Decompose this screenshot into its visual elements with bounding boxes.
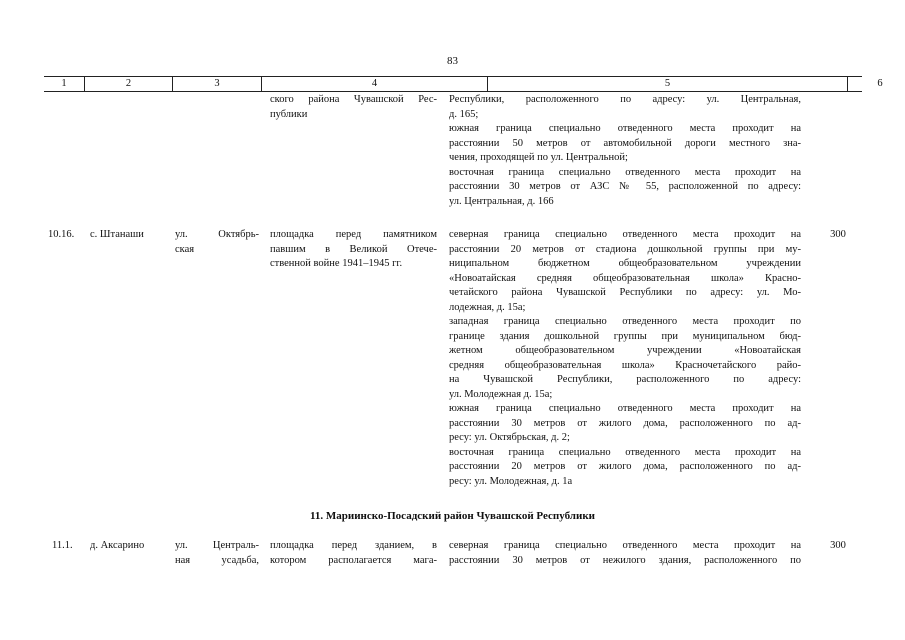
text-line: котором располагается мага- (270, 554, 437, 566)
text-line: ресу: ул. Молодежная, д. 1а (449, 475, 573, 487)
header-col-2: 2 (85, 77, 173, 91)
text-line: ул. Централь- (175, 540, 259, 551)
text-line: границе здания дошкольной группы при муниципальном бюд- (449, 330, 801, 342)
header-col-1: 1 (44, 77, 85, 91)
text-line: ул. Молодежная д. 15а; (449, 388, 553, 400)
text-line: расстоянии 20 метров от жилого дома, расположенного по ад- (449, 461, 801, 472)
continuation-col5 (449, 93, 801, 209)
continuation-col4 (270, 93, 437, 122)
text-line: восточная граница специально отведенного места проходит на (449, 166, 801, 178)
text-line: д. 165; (449, 108, 479, 120)
text-line: восточная граница специально отведенного места проходит на (449, 446, 801, 458)
text-line: Республики, расположенного по адресу: ул. Центральная, (449, 94, 801, 105)
text-line: южная граница специально отведенного места проходит на (449, 123, 801, 134)
text-line: расстоянии 30 метров от нежилого здания, расположенного по (449, 554, 801, 566)
header-col-5: 5 (488, 77, 848, 91)
text-line: площадка перед памятником (270, 229, 437, 240)
header-col-6: 6 (877, 78, 883, 89)
table-header (44, 76, 883, 92)
text-line: южная граница специально отведенного места проходит на (449, 403, 801, 414)
text-line: расстоянии 30 метров от АЗС № 55, расположенной по адресу: (449, 181, 801, 192)
text-line: четайского района Чувашской Республики по адресу: ул. Мо- (449, 287, 801, 298)
text-line: ниципальном бюджетном общеобразовательном учреждении (449, 258, 801, 269)
text-line: расстоянии 50 метров от автомобильной дороги местного зна- (449, 137, 801, 149)
text-line: северная граница специально отведенного места проходит на (449, 229, 801, 240)
row-10-16-number: 10.16. (48, 229, 75, 240)
text-line: ресу: ул. Октябрьская, д. 2; (449, 432, 570, 443)
text-line: лодежная, д. 15а; (449, 301, 526, 313)
text-line: средняя общеобразовательная школа» Красночетайского райо- (449, 359, 801, 371)
row-10-16-street (175, 228, 259, 257)
text-line: павшим в Великой Отече- (270, 243, 437, 255)
text-line: «Новоатайская средняя общеобразовательная школа» Красно- (449, 272, 801, 284)
row-10-16-area: 300 (830, 229, 846, 240)
text-line: западная граница специально отведенного места проходит по (449, 316, 801, 327)
row-11-1-boundaries (449, 539, 801, 568)
text-line: ул. Центральная, д. 166 (449, 195, 554, 207)
row-11-1-area: 300 (830, 540, 846, 551)
row-11-1-settlement: д. Аксарино (90, 540, 145, 551)
text-line: ская (175, 243, 195, 255)
text-line: ул. Октябрь- (175, 229, 259, 240)
row-10-16-settlement: с. Штанаши (90, 229, 144, 240)
text-line: северная граница специально отведенного места проходит на (449, 540, 801, 551)
header-col-3: 3 (173, 77, 262, 91)
text-line: на Чувашской Республики, расположенного по адресу: (449, 374, 801, 385)
row-11-1-place (270, 539, 437, 568)
row-10-16-place (270, 228, 437, 272)
row-11-1-number: 11.1. (52, 540, 73, 551)
row-10-16-boundaries (449, 228, 801, 489)
text-line: расстоянии 30 метров от жилого дома, расположенного по ад- (449, 417, 801, 429)
row-11-1-street (175, 539, 259, 568)
text-line: ная усадьба, (175, 554, 259, 566)
text-line: площадка перед зданием, в (270, 540, 437, 551)
page-number: 83 (447, 55, 458, 67)
text-line: ского района Чувашской Рес- (270, 94, 437, 105)
text-line: расстоянии 20 метров от стадиона дошкольной группы при му- (449, 243, 801, 255)
section-title: 11. Мариинско-Посадский район Чувашской Республики (309, 510, 595, 522)
text-line: чения, проходящей по ул. Центральной; (449, 152, 628, 163)
text-line: ственной войне 1941–1945 гг. (270, 258, 403, 269)
header-col-4: 4 (262, 77, 488, 91)
text-line: публики (270, 108, 308, 120)
text-line: жетном общеобразовательном учреждении «Новоатайская (449, 345, 801, 356)
